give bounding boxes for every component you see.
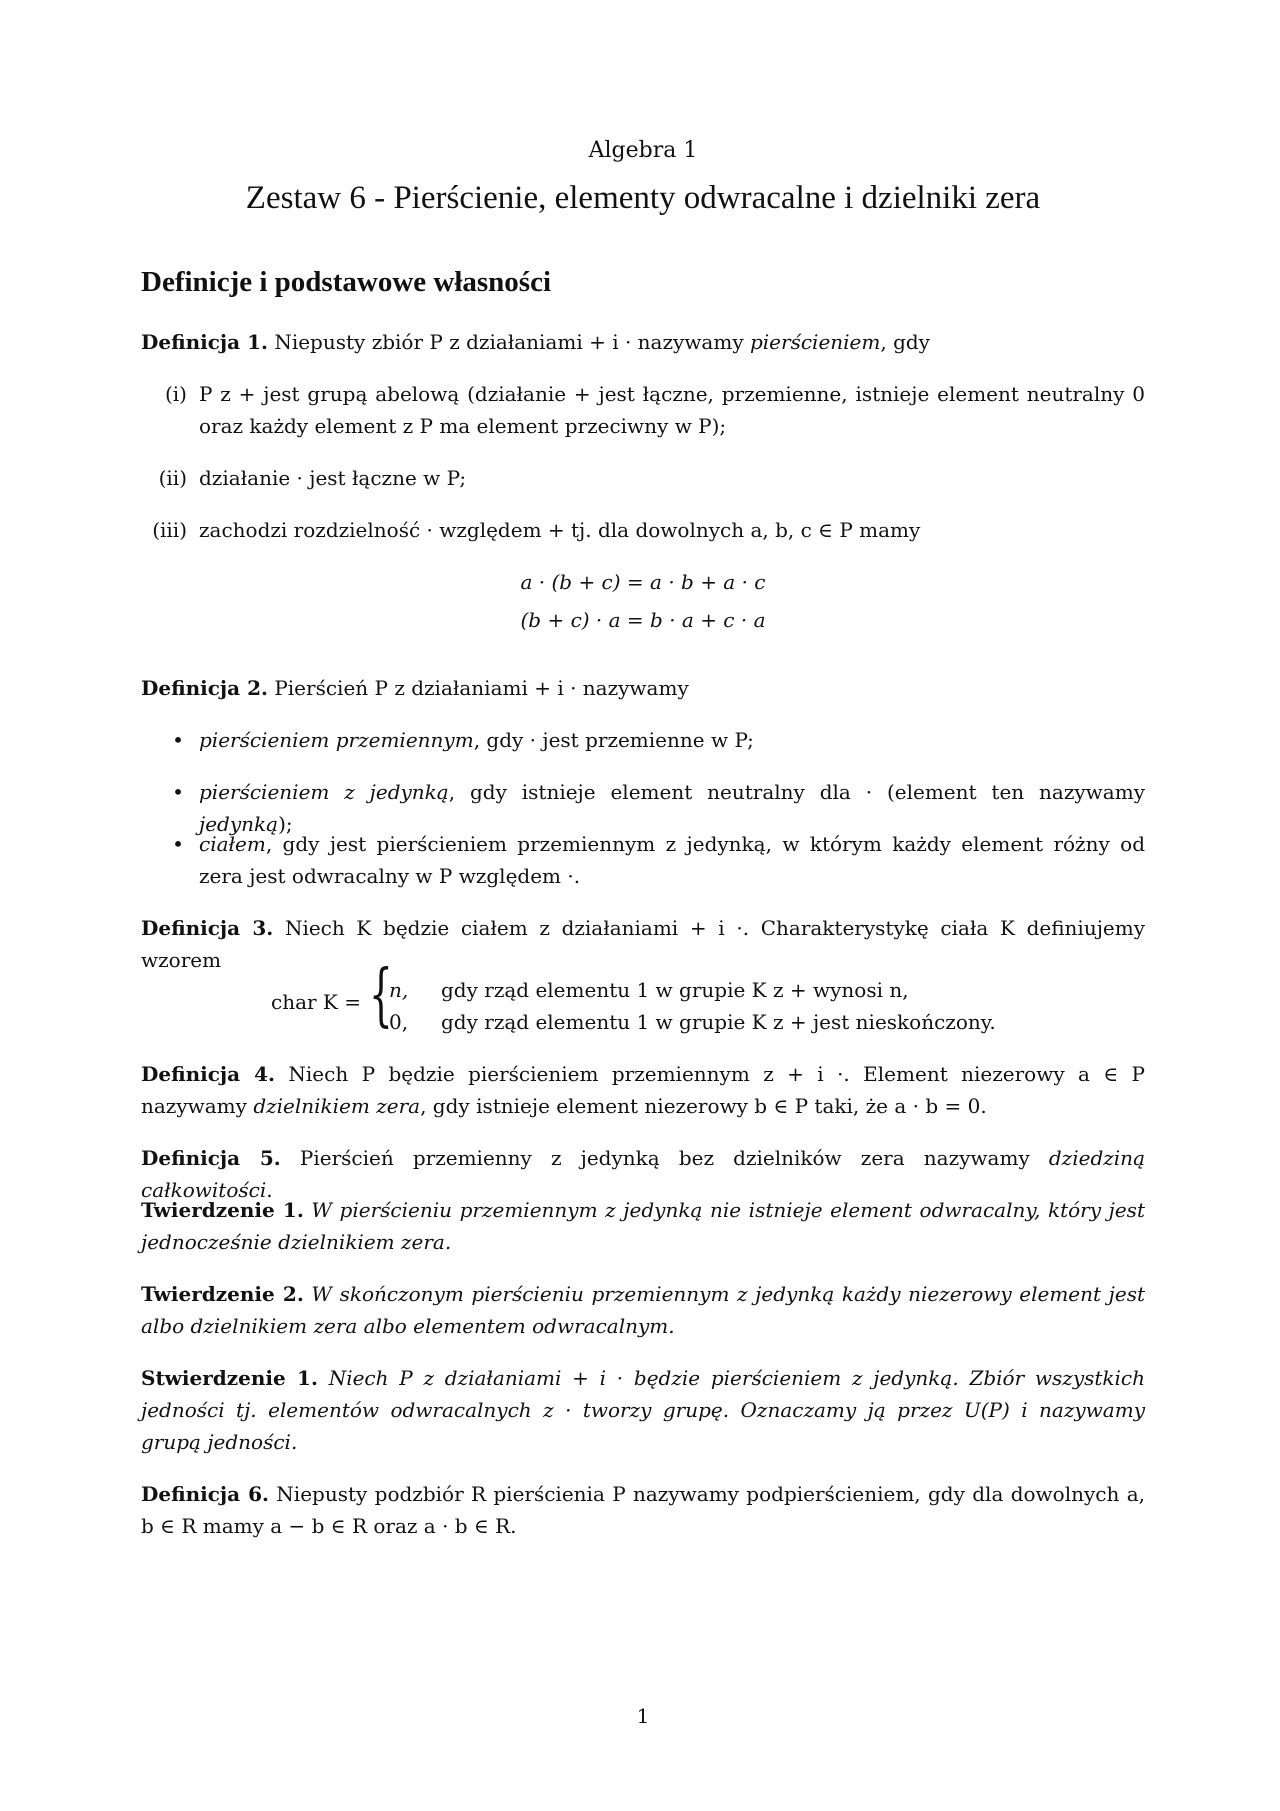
case-condition: gdy rząd elementu 1 w grupie K z + jest nieskończony. (441, 1010, 996, 1034)
case-value: n, (389, 978, 409, 1002)
list-item-text: P z + jest grupą abelową (działanie + jest łączne, przemienne, istnieje element neutralny 0 oraz każdy element z P ma element przeciwny w P); (199, 382, 1145, 438)
page-number: 1 (636, 1704, 650, 1728)
definition-label: Definicja 2. (141, 676, 268, 700)
theorem-text: W pierścieniu przemiennym z jedynką nie istnieje element odwracalny, który jest jednocześnie dzielnikiem zera. (141, 1198, 1145, 1254)
definition-term: dzielnikiem zera (253, 1094, 421, 1118)
case-condition: gdy rząd elementu 1 w grupie K z + wynosi n, (441, 978, 909, 1002)
equation: a · (b + c) = a · b + a · c (520, 570, 766, 594)
page-title: Zestaw 6 - Pierścienie, elementy odwracalne i dzielniki zera (245, 180, 1041, 216)
bullet-term: ciałem (199, 832, 266, 856)
bullet-text: , gdy · jest przemienne w P; (473, 728, 754, 752)
definition-text: Pierścień przemienny z jedynką bez dzielników zera nazywamy (280, 1146, 1049, 1170)
definition-label: Definicja 5. (141, 1146, 281, 1170)
proposition-text: Niech P z działaniami + i · będzie pierścieniem z jedynką. Zbiór wszystkich jedności tj. elementów odwracalnych z · tworzy grupę. Oznaczamy ją przez U(P) i nazywamy grupą jedności. (141, 1366, 1146, 1454)
definition-label: Definicja 4. (141, 1062, 276, 1086)
definition-2 (141, 672, 1145, 704)
definition-term: pierścieniem (749, 330, 881, 354)
case-value: 0, (389, 1010, 409, 1034)
bullet-term: pierścieniem przemiennym (199, 728, 474, 752)
cases-lhs: char K = (271, 990, 361, 1014)
definition-text: Pierścień P z działaniami + i · nazywamy (267, 676, 689, 700)
theorem-label: Twierdzenie 2. (141, 1282, 304, 1306)
definition-text: , gdy istnieje element niezerowy b ∈ P taki, że a · b = 0. (420, 1094, 987, 1118)
left-brace-icon: { (369, 956, 393, 1035)
theorem-1 (141, 1194, 1145, 1258)
list-item-text: działanie · jest łączne w P; (199, 466, 467, 490)
list-marker: (iii) (152, 518, 187, 542)
definition-text: Niepusty zbiór P z działaniami + i · nazywamy (267, 330, 750, 354)
definition-text: Niepusty podzbiór R pierścienia P nazywamy podpierścieniem, gdy dla dowolnych a, b ∈ R mamy a − b ∈ R oraz a · b ∈ R. (141, 1482, 1146, 1538)
bullet-text: , gdy istnieje element neutralny dla · (element ten nazywamy (448, 780, 1145, 804)
proposition-1 (141, 1362, 1145, 1458)
definition-text: Niech K będzie ciałem z działaniami + i ·. Charakterystykę ciała K definiujemy wzorem (141, 916, 1146, 972)
bullet-term: jedynką (199, 812, 279, 836)
theorem-label: Twierdzenie 1. (141, 1198, 304, 1222)
bullet-icon: • (172, 832, 184, 856)
bullet-text: ); (278, 812, 293, 836)
list-item-text: zachodzi rozdzielność · względem + tj. dla dowolnych a, b, c ∈ P mamy (199, 518, 921, 542)
bullet-icon: • (172, 780, 184, 804)
definition-term: dziedziną całkowitości (141, 1146, 1145, 1202)
definition-6 (141, 1478, 1145, 1542)
proposition-label: Stwierdzenie 1. (141, 1366, 318, 1390)
definition-4 (141, 1058, 1145, 1122)
definition-label: Definicja 1. (141, 330, 268, 354)
definition-label: Definicja 3. (141, 916, 274, 940)
list-marker: (ii) (158, 466, 187, 490)
document-page (141, 0, 1145, 1811)
list-item-text (199, 724, 1145, 756)
definition-1 (141, 326, 1145, 358)
definition-5: Definicja 5. Pierścień przemienny z jedynką bez dzielników zera nazywamy dziedziną całkowitości. (141, 1146, 1145, 1202)
definition-3 (141, 912, 1145, 976)
bullet-text: , gdy jest pierścieniem przemiennym z jedynką, w którym każdy element różny od zera jest odwracalny w P względem ·. (199, 832, 1145, 888)
theorem-text: W skończonym pierścieniu przemiennym z jedynką każdy niezerowy element jest albo dzielnikiem zera albo elementem odwracalnym. (141, 1282, 1145, 1338)
theorem-2 (141, 1278, 1145, 1342)
definition-label: Definicja 6. (141, 1482, 269, 1506)
bullet-icon: • (172, 728, 184, 752)
list-item-text (199, 828, 1145, 892)
course-name: Algebra 1 (588, 138, 698, 163)
section-heading: Definicje i podstawowe własności (141, 266, 552, 298)
bullet-term: pierścieniem z jedynką (199, 780, 449, 804)
list-marker: (i) (164, 382, 187, 406)
equation: (b + c) · a = b · a + c · a (520, 608, 766, 632)
definition-text: , gdy (880, 330, 930, 354)
definition-text: Niech P będzie pierścieniem przemiennym z + i ·. Element niezerowy a ∈ P nazywamy (141, 1062, 1146, 1118)
